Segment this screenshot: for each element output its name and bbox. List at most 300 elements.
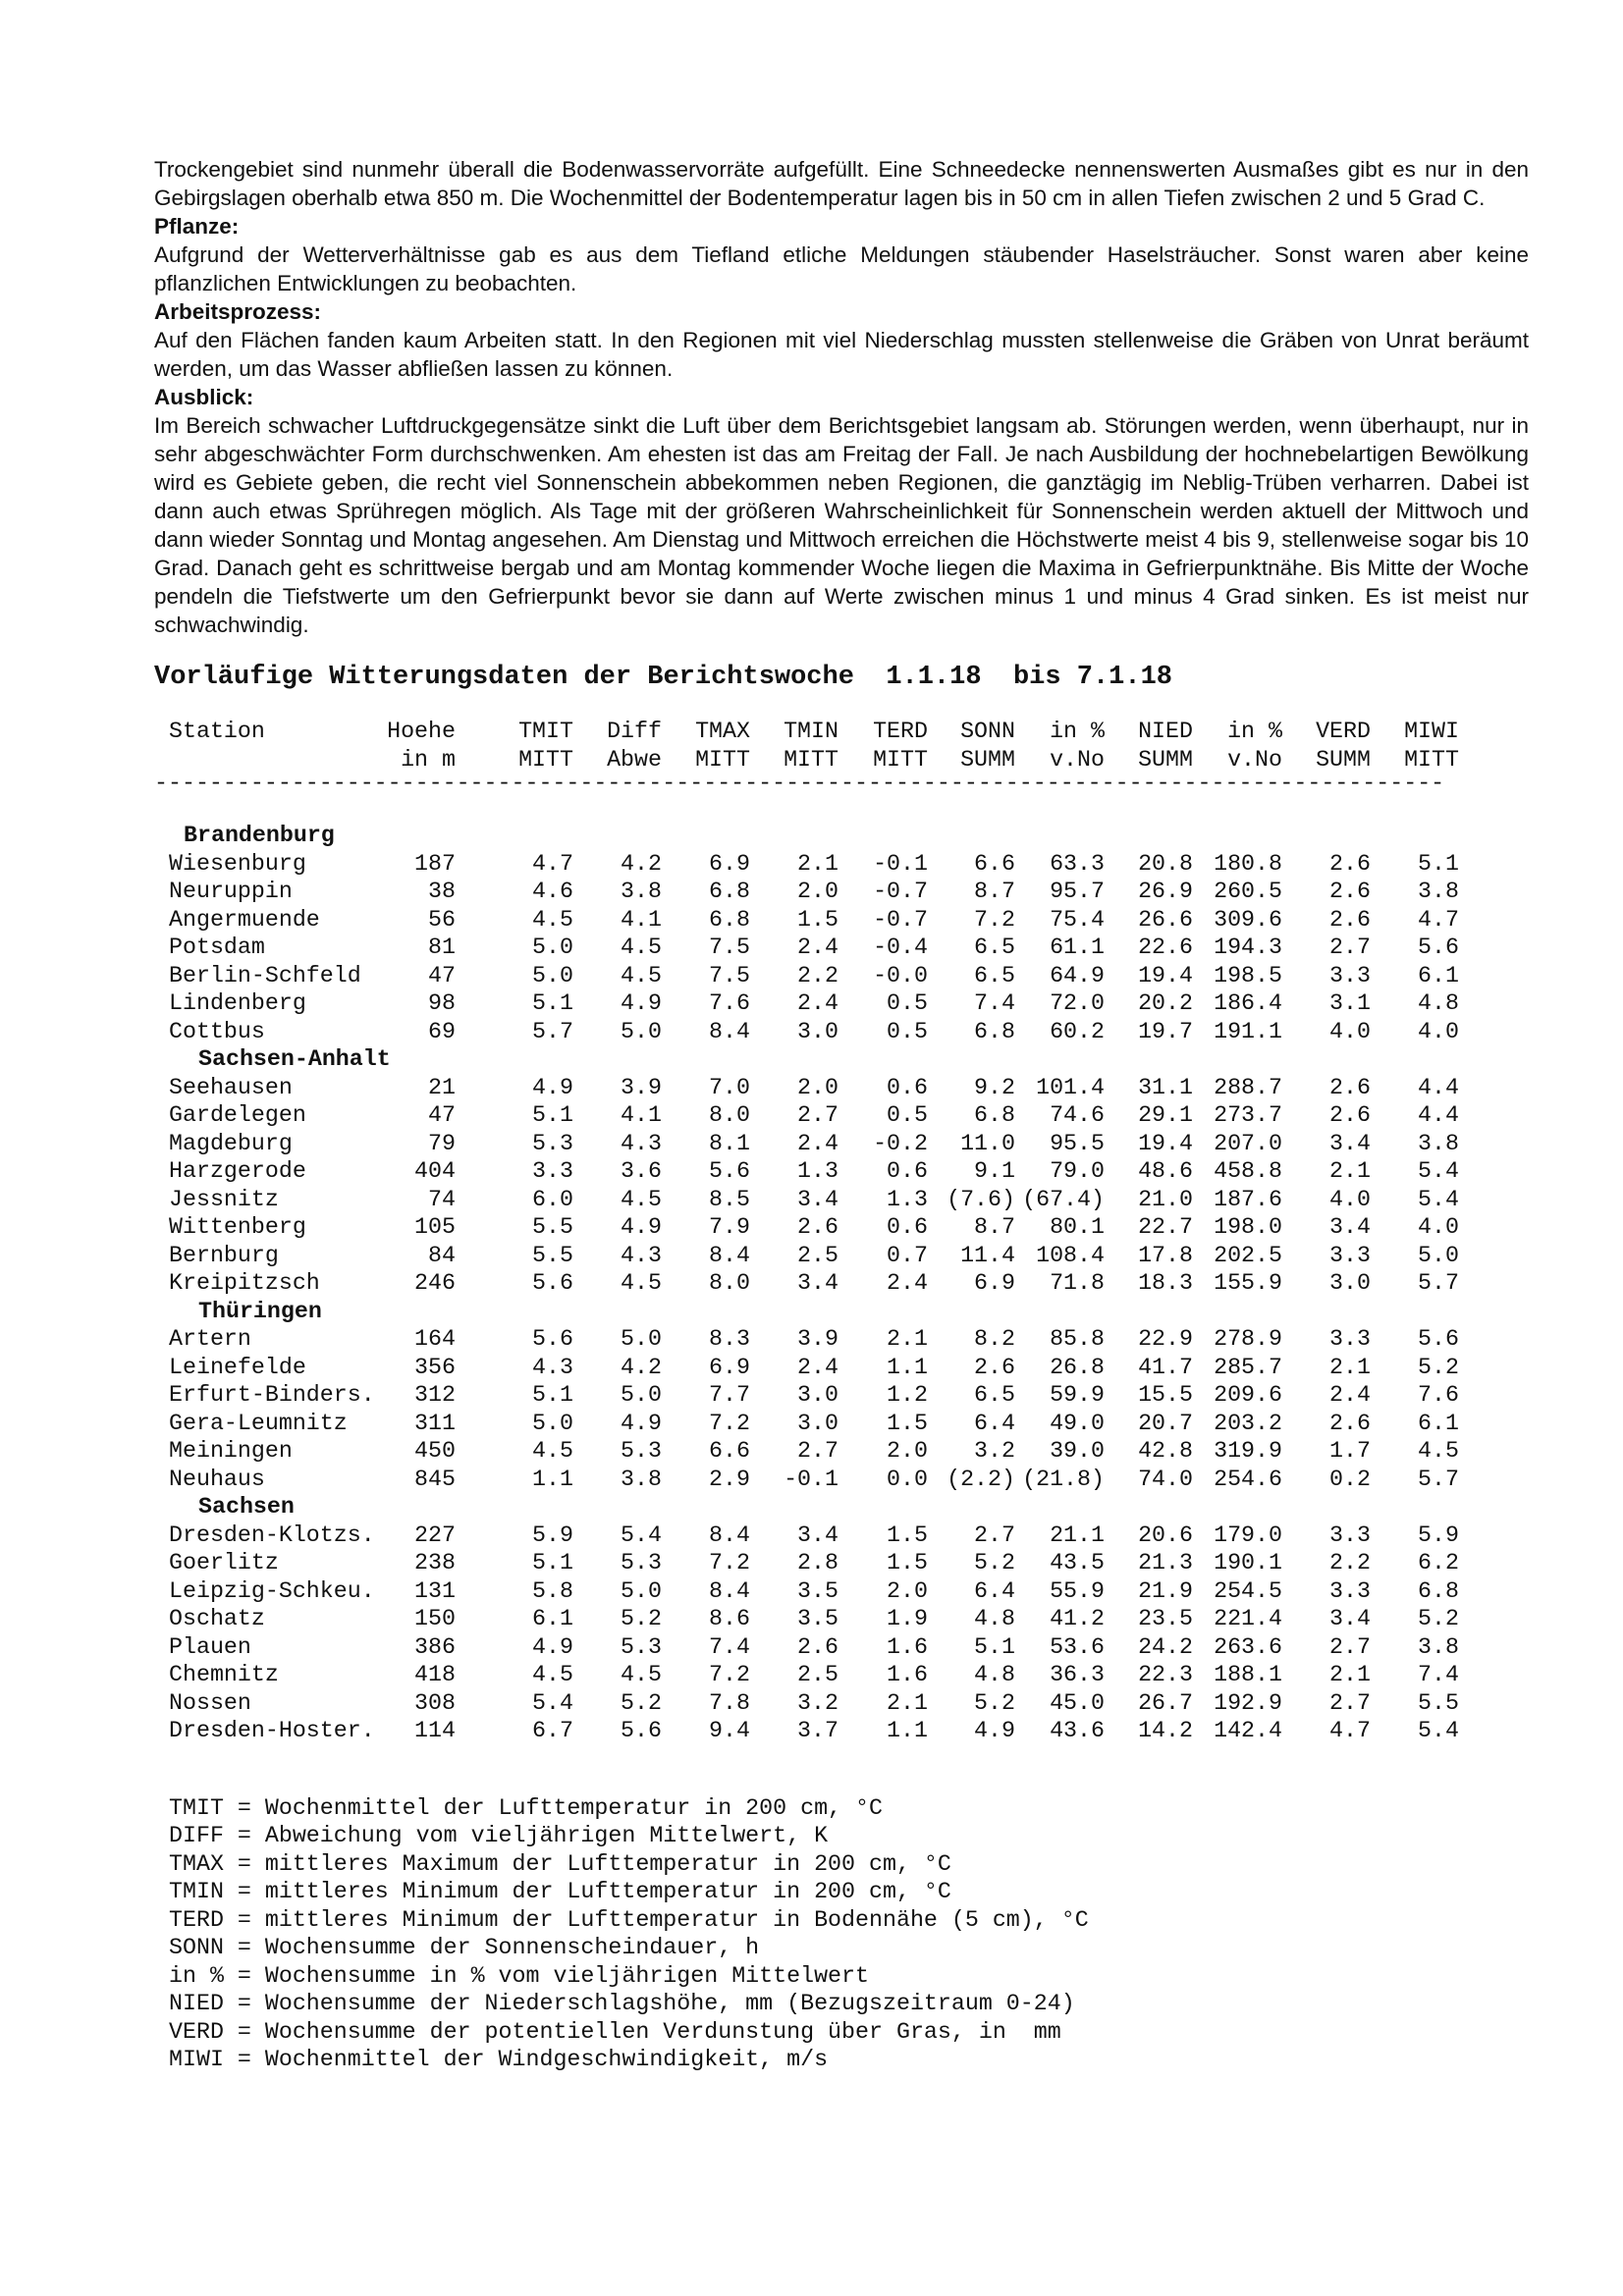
cell-value: 5.6 xyxy=(1418,934,1459,960)
cell-value: 5.9 xyxy=(1418,1522,1459,1548)
cell-value: 80.1 xyxy=(1050,1214,1105,1240)
cell-value: 8.7 xyxy=(974,1214,1015,1240)
cell-value: 41.2 xyxy=(1050,1606,1105,1631)
cell-value: MITT xyxy=(518,746,573,773)
cell-value: 227 xyxy=(414,1522,456,1548)
cell-value: NIED xyxy=(1138,719,1193,744)
table-row xyxy=(154,1269,1529,1298)
cell-station: Leinefelde xyxy=(169,1354,306,1380)
cell-value: 5.1 xyxy=(532,1102,573,1128)
cell-value: 85.8 xyxy=(1050,1326,1105,1352)
spacer xyxy=(154,795,1529,822)
cell-value: 6.9 xyxy=(974,1270,1015,1296)
cell-station: Station xyxy=(169,719,265,744)
cell-value: 4.9 xyxy=(621,1214,662,1240)
table-row xyxy=(154,1101,1529,1130)
cell-value: 155.9 xyxy=(1214,1270,1282,1296)
cell-value: MITT xyxy=(784,746,839,773)
cell-value: 0.7 xyxy=(887,1242,928,1268)
cell-value: 95.7 xyxy=(1050,879,1105,904)
cell-value: 3.4 xyxy=(797,1522,839,1548)
cell-value: TMIN xyxy=(784,719,839,744)
table-row xyxy=(154,1130,1529,1158)
table-row xyxy=(154,1242,1529,1270)
cell-value: 23.5 xyxy=(1138,1606,1193,1631)
cell-value: 98 xyxy=(428,990,456,1016)
cell-value: 4.5 xyxy=(532,1438,573,1464)
region-heading: Sachsen xyxy=(198,1494,295,1520)
cell-value: 186.4 xyxy=(1214,990,1282,1016)
cell-value: 71.8 xyxy=(1050,1270,1105,1296)
cell-value: 7.7 xyxy=(709,1382,750,1408)
table-row xyxy=(154,962,1529,990)
cell-value: 2.1 xyxy=(797,850,839,877)
cell-value: 5.5 xyxy=(532,1214,573,1240)
table-row xyxy=(154,934,1529,962)
cell-value: 4.3 xyxy=(621,1130,662,1156)
header-separator: ---------------------------------------------------------------------------------------------- xyxy=(154,774,1445,795)
table-row xyxy=(154,1354,1529,1382)
cell-value: 7.8 xyxy=(709,1689,750,1716)
cell-value: 4.0 xyxy=(1329,1186,1371,1212)
cell-value: 5.4 xyxy=(1418,1186,1459,1212)
cell-value: 3.2 xyxy=(797,1689,839,1716)
cell-station: Meiningen xyxy=(169,1438,293,1464)
cell-value: 3.5 xyxy=(797,1606,839,1631)
cell-value: 45.0 xyxy=(1050,1689,1105,1716)
cell-value: 2.0 xyxy=(797,1074,839,1100)
cell-value: 2.7 xyxy=(797,1102,839,1128)
cell-station: Seehausen xyxy=(169,1074,293,1100)
cell-value: 63.3 xyxy=(1050,850,1105,877)
cell-value: 11.0 xyxy=(960,1130,1015,1156)
cell-value: 9.2 xyxy=(974,1074,1015,1100)
cell-value: 7.2 xyxy=(974,906,1015,933)
cell-value: 2.7 xyxy=(797,1438,839,1464)
cell-value: 6.1 xyxy=(532,1606,573,1631)
cell-value: 60.2 xyxy=(1050,1018,1105,1044)
cell-value: 49.0 xyxy=(1050,1410,1105,1436)
cell-value: 4.1 xyxy=(621,906,662,933)
cell-value: 5.2 xyxy=(621,1689,662,1716)
cell-value: 2.7 xyxy=(1329,1633,1371,1660)
table-row xyxy=(154,1522,1529,1550)
table-row xyxy=(154,1661,1529,1689)
cell-value: 22.9 xyxy=(1138,1326,1193,1352)
cell-value: VERD xyxy=(1316,719,1371,744)
cell-value: 6.6 xyxy=(709,1438,750,1464)
cell-station: Oschatz xyxy=(169,1606,265,1631)
cell-value: 2.4 xyxy=(1329,1382,1371,1408)
cell-value: 1.1 xyxy=(532,1466,573,1492)
cell-value: 2.7 xyxy=(1329,1689,1371,1716)
cell-value: 7.2 xyxy=(709,1550,750,1575)
cell-value: 22.7 xyxy=(1138,1214,1193,1240)
table-row xyxy=(154,1213,1529,1242)
cell-value: 1.3 xyxy=(797,1158,839,1184)
cell-value: MIWI xyxy=(1404,719,1459,744)
cell-value: 36.3 xyxy=(1050,1662,1105,1687)
cell-value: 1.1 xyxy=(887,1354,928,1380)
cell-value: 4.8 xyxy=(974,1662,1015,1687)
cell-value: 79 xyxy=(428,1130,456,1156)
header-row-1 xyxy=(154,718,1529,746)
cell-value: 0.5 xyxy=(887,1018,928,1044)
cell-value: 31.1 xyxy=(1138,1074,1193,1100)
cell-value: 39.0 xyxy=(1050,1438,1105,1464)
cell-value: 1.9 xyxy=(887,1606,928,1631)
legend-line: in % = Wochensumme in % vom vieljährigen Mittelwert xyxy=(169,1962,870,1989)
cell-value: 1.5 xyxy=(887,1410,928,1436)
cell-value: 6.9 xyxy=(709,850,750,877)
cell-value: 72.0 xyxy=(1050,990,1105,1016)
cell-value: 3.8 xyxy=(1418,879,1459,904)
cell-value: 6.8 xyxy=(709,879,750,904)
cell-value: 84 xyxy=(428,1242,456,1268)
cell-value: 8.4 xyxy=(709,1522,750,1548)
cell-value: 7.2 xyxy=(709,1410,750,1436)
cell-station: Plauen xyxy=(169,1633,251,1660)
cell-value: 101.4 xyxy=(1036,1074,1105,1100)
cell-station: Dresden-Hoster. xyxy=(169,1718,375,1743)
cell-value: 2.6 xyxy=(1329,1074,1371,1100)
cell-value: 6.1 xyxy=(1418,962,1459,988)
cell-value: 1.6 xyxy=(887,1633,928,1660)
cell-value: -0.1 xyxy=(873,850,928,877)
cell-station: Neuhaus xyxy=(169,1466,265,1492)
cell-value: 207.0 xyxy=(1214,1130,1282,1156)
cell-value: 179.0 xyxy=(1214,1522,1282,1548)
cell-value: 47 xyxy=(428,1102,456,1128)
cell-value: MITT xyxy=(1404,746,1459,773)
table-row xyxy=(154,1074,1529,1102)
cell-value: 6.8 xyxy=(1418,1577,1459,1604)
cell-value: 43.6 xyxy=(1050,1718,1105,1743)
table-row xyxy=(154,1549,1529,1577)
cell-value: 4.1 xyxy=(621,1102,662,1128)
cell-value: 198.0 xyxy=(1214,1214,1282,1240)
cell-value: 3.3 xyxy=(1329,1242,1371,1268)
cell-value: 5.7 xyxy=(1418,1466,1459,1492)
cell-value: 21 xyxy=(428,1074,456,1100)
cell-station: Leipzig-Schkeu. xyxy=(169,1577,375,1604)
cell-value: 2.6 xyxy=(797,1214,839,1240)
cell-value: 2.1 xyxy=(1329,1662,1371,1687)
cell-value: 238 xyxy=(414,1550,456,1575)
cell-value: 5.0 xyxy=(621,1018,662,1044)
cell-value: Diff xyxy=(607,719,662,744)
cell-value: 5.1 xyxy=(532,990,573,1016)
cell-value: 19.7 xyxy=(1138,1018,1193,1044)
cell-value: 26.6 xyxy=(1138,906,1193,933)
cell-value: 15.5 xyxy=(1138,1382,1193,1408)
cell-value: 5.4 xyxy=(1418,1158,1459,1184)
cell-value: 8.4 xyxy=(709,1242,750,1268)
cell-station: Harzgerode xyxy=(169,1158,306,1184)
table-row xyxy=(154,1717,1529,1745)
abbreviation-legend xyxy=(154,1794,1529,2074)
cell-value: 114 xyxy=(414,1718,456,1743)
table-row xyxy=(154,1157,1529,1186)
cell-value: 64.9 xyxy=(1050,962,1105,988)
paragraph-ausblick: Im Bereich schwacher Luftdruckgegensätze sinkt die Luft über dem Berichtsgebiet langsam ab. Störungen werden, wenn überhaupt, nur in sehr abgeschwächter Form durchschwenken. Am ehesten ist das am Freitag der Fall. Je nach Ausbildung der hochnebelartigen Bewölkung wird es Gebiete geben, die recht viel Sonnenschein abbekommen neben Regionen, die ganztägig im Neblig-Trüben verharren. Dabei ist dann auch etwas Sprühregen möglich. Als Tage mit der größeren Wahrscheinlichkeit für Sonnenschein werden aktuell der Mittwoch und dann wieder Sonntag und Montag angesehen. Am Dienstag und Mittwoch erreichen die Höchstwerte meist 4 bis 9, stellenweise sogar bis 10 Grad. Danach geht es schrittweise bergab und am Montag kommender Woche liegen die Maxima in Gefrierpunktnähe. Bis Mitte der Woche pendeln die Tiefstwerte um den Gefrierpunkt bevor sie dann auf Werte zwischen minus 1 und minus 4 Grad sinken. Es ist meist nur schwachwindig. xyxy=(154,413,1529,637)
cell-value: 8.2 xyxy=(974,1326,1015,1352)
cell-value: 3.3 xyxy=(532,1158,573,1184)
cell-value: -0.2 xyxy=(873,1130,928,1156)
table-row xyxy=(154,1633,1529,1662)
cell-value: 4.5 xyxy=(621,1270,662,1296)
legend-line: DIFF = Abweichung vom vieljährigen Mittelwert, K xyxy=(169,1823,829,1848)
cell-value: 2.4 xyxy=(797,1354,839,1380)
cell-value: 26.8 xyxy=(1050,1354,1105,1380)
cell-value: TMIT xyxy=(518,719,573,744)
cell-value: 8.3 xyxy=(709,1326,750,1352)
cell-value: 9.4 xyxy=(709,1718,750,1743)
legend-line: MIWI = Wochenmittel der Windgeschwindigkeit, m/s xyxy=(169,2047,829,2072)
cell-value: 5.0 xyxy=(621,1577,662,1604)
cell-value: 5.6 xyxy=(1418,1326,1459,1352)
cell-value: 2.2 xyxy=(797,962,839,988)
cell-value: 4.5 xyxy=(532,1662,573,1687)
cell-station: Nossen xyxy=(169,1689,251,1716)
cell-value: 5.5 xyxy=(1418,1689,1459,1716)
cell-value: 4.9 xyxy=(621,990,662,1016)
cell-value: 202.5 xyxy=(1214,1242,1282,1268)
cell-value: 190.1 xyxy=(1214,1550,1282,1575)
cell-station: Kreipitzsch xyxy=(169,1270,320,1296)
cell-value: 2.5 xyxy=(797,1662,839,1687)
cell-value: 0.6 xyxy=(887,1158,928,1184)
heading-pflanze: Pflanze: xyxy=(154,214,240,239)
cell-value: 1.6 xyxy=(887,1662,928,1687)
cell-value: 2.0 xyxy=(887,1577,928,1604)
cell-value: 5.6 xyxy=(709,1158,750,1184)
cell-value: 6.4 xyxy=(974,1577,1015,1604)
paragraph-arbeitsprozess: Auf den Flächen fanden kaum Arbeiten statt. In den Regionen mit viel Niederschlag mussten stellenweise die Gräben von Unrat beräumt werden, um das Wasser abfließen lassen zu können. xyxy=(154,328,1529,381)
cell-value: 5.6 xyxy=(532,1270,573,1296)
cell-station: Berlin-Schfeld xyxy=(169,962,361,988)
cell-value: 79.0 xyxy=(1050,1158,1105,1184)
cell-value: 164 xyxy=(414,1326,456,1352)
table-row xyxy=(154,906,1529,934)
cell-value: 288.7 xyxy=(1214,1074,1282,1100)
cell-station: Bernburg xyxy=(169,1242,279,1268)
table-row xyxy=(154,1186,1529,1214)
cell-value: (2.2) xyxy=(947,1466,1015,1492)
cell-value: 24.2 xyxy=(1138,1633,1193,1660)
cell-value: 2.7 xyxy=(1329,934,1371,960)
cell-value: 1.5 xyxy=(887,1522,928,1548)
cell-value: 192.9 xyxy=(1214,1689,1282,1716)
paragraph-pflanze: Aufgrund der Wetterverhältnisse gab es aus dem Tiefland etliche Meldungen stäubender Haselsträucher. Sonst waren aber keine pflanzlichen Entwicklungen zu beobachten. xyxy=(154,242,1529,295)
cell-value: 3.4 xyxy=(1329,1606,1371,1631)
cell-value: 187 xyxy=(414,850,456,877)
legend-line: SONN = Wochensumme der Sonnenscheindauer, h xyxy=(169,1935,760,1960)
cell-value: 4.9 xyxy=(532,1074,573,1100)
cell-value: 2.6 xyxy=(1329,850,1371,877)
legend-line: TERD = mittleres Minimum der Lufttemperatur in Bodennähe (5 cm), °C xyxy=(169,1906,1089,1933)
cell-value: 7.4 xyxy=(1418,1662,1459,1687)
cell-station: Magdeburg xyxy=(169,1130,293,1156)
cell-value: 273.7 xyxy=(1214,1102,1282,1128)
cell-value: 131 xyxy=(414,1577,456,1604)
cell-value: 8.7 xyxy=(974,879,1015,904)
cell-value: 1.3 xyxy=(887,1186,928,1212)
cell-value: 5.3 xyxy=(621,1633,662,1660)
cell-station: Goerlitz xyxy=(169,1550,279,1575)
cell-value: 5.1 xyxy=(532,1382,573,1408)
cell-value: 3.8 xyxy=(1418,1633,1459,1660)
cell-value: v.No xyxy=(1050,746,1105,773)
cell-value: 311 xyxy=(414,1410,456,1436)
cell-value: 4.5 xyxy=(621,962,662,988)
cell-value: 8.6 xyxy=(709,1606,750,1631)
cell-value: -0.7 xyxy=(873,906,928,933)
cell-value: 3.3 xyxy=(1329,1326,1371,1352)
cell-value: 18.3 xyxy=(1138,1270,1193,1296)
cell-value: 4.9 xyxy=(621,1410,662,1436)
cell-value: 5.1 xyxy=(532,1550,573,1575)
cell-value: 3.0 xyxy=(1329,1270,1371,1296)
cell-value: 5.6 xyxy=(621,1718,662,1743)
cell-value: 8.4 xyxy=(709,1577,750,1604)
cell-value: 55.9 xyxy=(1050,1577,1105,1604)
cell-value: 7.9 xyxy=(709,1214,750,1240)
region-heading: Sachsen-Anhalt xyxy=(198,1046,391,1072)
cell-value: 6.8 xyxy=(974,1018,1015,1044)
cell-value: 2.6 xyxy=(1329,1410,1371,1436)
table-row xyxy=(154,1325,1529,1354)
cell-value: 2.9 xyxy=(709,1466,750,1492)
cell-value: 48.6 xyxy=(1138,1158,1193,1184)
cell-value: 8.4 xyxy=(709,1018,750,1044)
cell-value: 4.5 xyxy=(621,1186,662,1212)
cell-value: 5.7 xyxy=(1418,1270,1459,1296)
cell-value: 6.8 xyxy=(974,1102,1015,1128)
cell-value: 5.0 xyxy=(532,1410,573,1436)
cell-value: 3.3 xyxy=(1329,1577,1371,1604)
cell-value: 5.3 xyxy=(532,1130,573,1156)
cell-value: 180.8 xyxy=(1214,850,1282,877)
cell-value: 6.8 xyxy=(709,906,750,933)
cell-value: 4.3 xyxy=(532,1354,573,1380)
table-row xyxy=(154,1437,1529,1466)
cell-value: 4.9 xyxy=(532,1633,573,1660)
cell-value: 260.5 xyxy=(1214,879,1282,904)
cell-value: 7.6 xyxy=(1418,1382,1459,1408)
cell-value: 5.2 xyxy=(1418,1354,1459,1380)
cell-value: 2.8 xyxy=(797,1550,839,1575)
cell-value: 5.8 xyxy=(532,1577,573,1604)
cell-value: 4.7 xyxy=(532,850,573,877)
cell-value: (21.8) xyxy=(1022,1466,1105,1492)
cell-value: 5.9 xyxy=(532,1522,573,1548)
cell-value: 5.0 xyxy=(532,934,573,960)
cell-value: 6.5 xyxy=(974,962,1015,988)
cell-value: 21.3 xyxy=(1138,1550,1193,1575)
cell-value: 254.6 xyxy=(1214,1466,1282,1492)
cell-value: 2.6 xyxy=(1329,906,1371,933)
cell-value: 21.9 xyxy=(1138,1577,1193,1604)
cell-value: 285.7 xyxy=(1214,1354,1282,1380)
cell-value: 7.5 xyxy=(709,962,750,988)
cell-value: 187.6 xyxy=(1214,1186,1282,1212)
cell-value: 0.2 xyxy=(1329,1466,1371,1492)
cell-value: 2.6 xyxy=(797,1633,839,1660)
cell-station: Wittenberg xyxy=(169,1214,306,1240)
cell-value: 74.0 xyxy=(1138,1466,1193,1492)
cell-value: 404 xyxy=(414,1158,456,1184)
cell-value: 7.2 xyxy=(709,1662,750,1687)
cell-value: 6.7 xyxy=(532,1718,573,1743)
heading-ausblick: Ausblick: xyxy=(154,385,254,409)
cell-value: 6.5 xyxy=(974,934,1015,960)
legend-line: TMIN = mittleres Minimum der Lufttemperatur in 200 cm, °C xyxy=(169,1879,951,1904)
cell-value: 4.7 xyxy=(1418,906,1459,933)
cell-value: 4.0 xyxy=(1329,1018,1371,1044)
table-row xyxy=(154,1605,1529,1633)
cell-value: 2.6 xyxy=(1329,879,1371,904)
cell-value: 3.6 xyxy=(621,1158,662,1184)
cell-value: MITT xyxy=(695,746,750,773)
cell-value: 105 xyxy=(414,1214,456,1240)
cell-value: 3.2 xyxy=(974,1438,1015,1464)
cell-value: 1.7 xyxy=(1329,1438,1371,1464)
cell-value: 3.5 xyxy=(797,1577,839,1604)
cell-value: 6.2 xyxy=(1418,1550,1459,1575)
cell-value: 1.2 xyxy=(887,1382,928,1408)
cell-value: 450 xyxy=(414,1438,456,1464)
cell-value: 53.6 xyxy=(1050,1633,1105,1660)
cell-value: 278.9 xyxy=(1214,1326,1282,1352)
cell-value: 7.0 xyxy=(709,1074,750,1100)
cell-value: 312 xyxy=(414,1382,456,1408)
cell-value: 356 xyxy=(414,1354,456,1380)
cell-value: 3.4 xyxy=(797,1270,839,1296)
cell-value: 74 xyxy=(428,1186,456,1212)
cell-value: 4.2 xyxy=(621,850,662,877)
cell-value: TERD xyxy=(873,719,928,744)
cell-value: 69 xyxy=(428,1018,456,1044)
cell-value: 2.4 xyxy=(887,1270,928,1296)
cell-value: 2.0 xyxy=(797,879,839,904)
cell-value: 5.6 xyxy=(532,1326,573,1352)
cell-value: 29.1 xyxy=(1138,1102,1193,1128)
cell-value: 5.0 xyxy=(1418,1242,1459,1268)
cell-value: 254.5 xyxy=(1214,1577,1282,1604)
cell-value: 6.0 xyxy=(532,1186,573,1212)
cell-value: 6.1 xyxy=(1418,1410,1459,1436)
cell-value: 6.4 xyxy=(974,1410,1015,1436)
cell-station: Wiesenburg xyxy=(169,850,306,877)
cell-value: 61.1 xyxy=(1050,934,1105,960)
cell-value: 4.2 xyxy=(621,1354,662,1380)
cell-value: 0.5 xyxy=(887,1102,928,1128)
cell-value: 0.5 xyxy=(887,990,928,1016)
cell-value: 5.0 xyxy=(532,962,573,988)
cell-value: 3.0 xyxy=(797,1382,839,1408)
cell-value: 38 xyxy=(428,879,456,904)
cell-value: 246 xyxy=(414,1270,456,1296)
cell-value: 8.0 xyxy=(709,1270,750,1296)
cell-value: 188.1 xyxy=(1214,1662,1282,1687)
cell-value: 2.6 xyxy=(974,1354,1015,1380)
cell-value: 209.6 xyxy=(1214,1382,1282,1408)
cell-value: 7.5 xyxy=(709,934,750,960)
cell-station: Erfurt-Binders. xyxy=(169,1382,375,1408)
cell-value: 7.6 xyxy=(709,990,750,1016)
cell-value: 5.0 xyxy=(621,1326,662,1352)
